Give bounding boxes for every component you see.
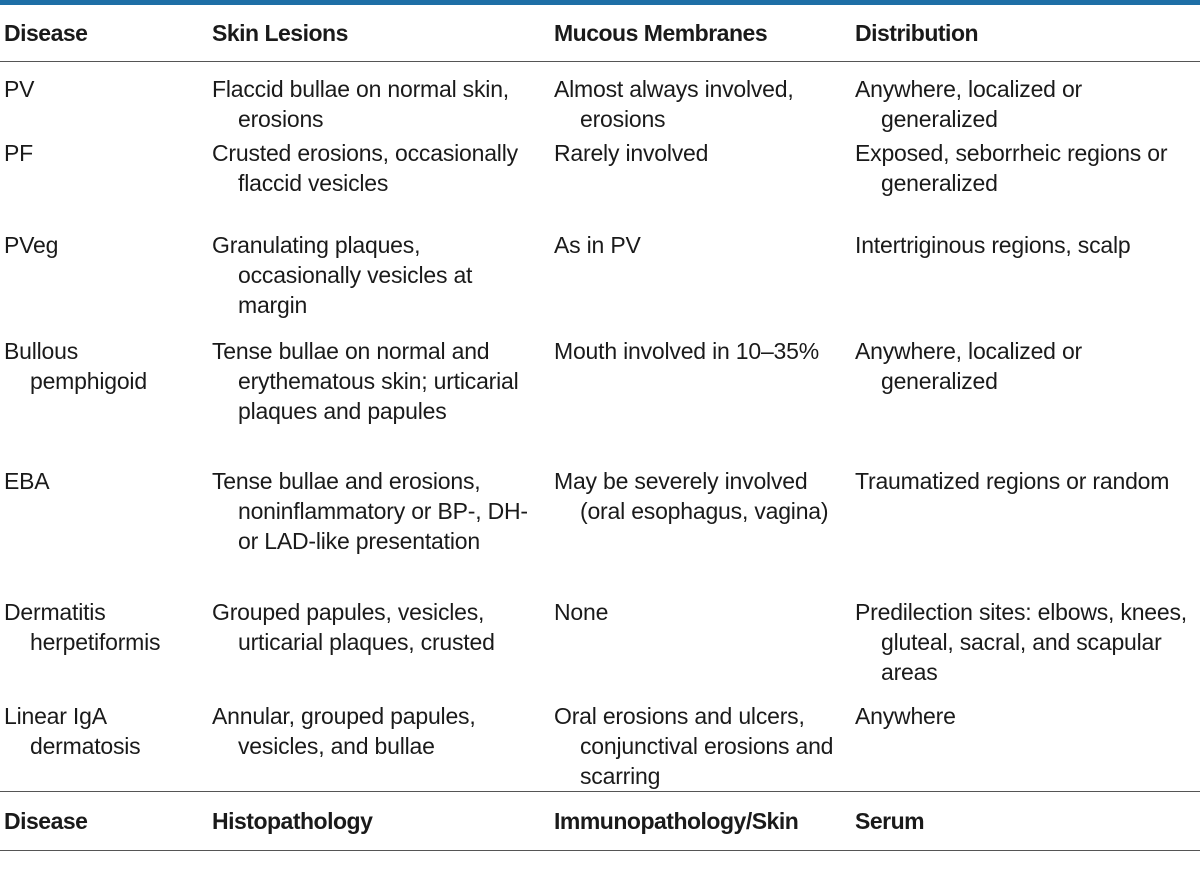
cell-distribution-text: Anywhere, localized or generalized	[855, 76, 1082, 132]
cell-mucous-text: Rarely involved	[554, 140, 709, 166]
cell-skin-lesions	[208, 687, 550, 792]
cell-mucous-text: May be severely involved (oral esophagus, vagina)	[554, 468, 829, 524]
cell-distribution-text: Intertriginous regions, scalp	[855, 232, 1131, 258]
cell-skin-lesions	[208, 62, 550, 135]
cell-distribution	[851, 687, 1200, 792]
cell-skin-text: Tense bullae on normal and erythematous skin; urticarial plaques and papules	[212, 338, 519, 424]
cell-mucous	[550, 62, 851, 135]
cell-mucous	[550, 687, 851, 792]
cell-disease	[0, 687, 208, 792]
cell-disease-text: Linear IgA dermatosis	[4, 703, 141, 759]
header-histopathology: Histopathology	[208, 792, 550, 851]
table-row	[0, 320, 1200, 451]
cell-distribution	[851, 451, 1200, 582]
cell-skin-lesions	[208, 582, 550, 687]
cell-disease	[0, 582, 208, 687]
second-header-row	[0, 792, 1200, 851]
cell-disease	[0, 134, 208, 214]
cell-mucous-text: As in PV	[554, 232, 641, 258]
cell-distribution-text: Anywhere, localized or generalized	[855, 338, 1082, 394]
header-immunopathology-skin: Immunopathology/Skin	[550, 792, 851, 851]
cell-mucous-text: Almost always involved, erosions	[554, 76, 794, 132]
cell-skin-text: Granulating plaques, occasionally vesicles at margin	[212, 232, 473, 318]
cell-disease-text: PF	[4, 140, 33, 166]
cell-distribution-text: Exposed, seborrheic regions or generalized	[855, 140, 1168, 196]
cell-distribution-text: Traumatized regions or random	[855, 468, 1170, 494]
table-row	[0, 62, 1200, 135]
header-skin-lesions: Skin Lesions	[208, 5, 550, 62]
cell-mucous	[550, 214, 851, 320]
cell-distribution	[851, 214, 1200, 320]
cell-distribution-text: Predilection sites: elbows, knees, gluteal, sacral, and scapular areas	[855, 599, 1187, 685]
cell-mucous	[550, 451, 851, 582]
cell-disease-text: EBA	[4, 468, 50, 494]
cell-mucous-text: None	[554, 599, 609, 625]
cell-distribution	[851, 582, 1200, 687]
cell-disease	[0, 320, 208, 451]
cell-disease-text: Dermatitis herpetiformis	[4, 599, 161, 655]
cell-mucous-text: Oral erosions and ulcers, conjunctival erosions and scarring	[554, 703, 834, 789]
cell-mucous	[550, 320, 851, 451]
header-serum: Serum	[851, 792, 1200, 851]
table-header-row	[0, 5, 1200, 62]
table-row	[0, 687, 1200, 792]
cell-disease-text: Bullous pemphigoid	[4, 338, 147, 394]
header-distribution: Distribution	[851, 5, 1200, 62]
cell-disease	[0, 214, 208, 320]
cell-mucous	[550, 582, 851, 687]
cell-disease	[0, 62, 208, 135]
cell-skin-text: Crusted erosions, occasionally flaccid vesicles	[212, 140, 518, 196]
cell-distribution	[851, 62, 1200, 135]
cell-skin-text: Tense bullae and erosions, noninflammatory or BP-, DH- or LAD-like presentation	[212, 468, 528, 554]
cell-skin-text: Grouped papules, vesicles, urticarial plaques, crusted	[212, 599, 495, 655]
cell-disease-text: PV	[4, 76, 35, 102]
cell-mucous-text: Mouth involved in 10–35%	[554, 338, 819, 364]
table-row	[0, 582, 1200, 687]
cell-distribution-text: Anywhere	[855, 703, 956, 729]
table-row	[0, 451, 1200, 582]
cell-mucous	[550, 134, 851, 214]
disease-comparison-table	[0, 5, 1200, 851]
header-disease-2: Disease	[0, 792, 208, 851]
header-mucous-membranes: Mucous Membranes	[550, 5, 851, 62]
cell-skin-text: Flaccid bullae on normal skin, erosions	[212, 76, 509, 132]
header-disease: Disease	[0, 5, 208, 62]
cell-distribution	[851, 320, 1200, 451]
cell-skin-text: Annular, grouped papules, vesicles, and bullae	[212, 703, 476, 759]
cell-disease-text: PVeg	[4, 232, 59, 258]
table-row	[0, 134, 1200, 214]
cell-skin-lesions	[208, 451, 550, 582]
cell-skin-lesions	[208, 214, 550, 320]
cell-disease	[0, 451, 208, 582]
cell-skin-lesions	[208, 320, 550, 451]
cell-skin-lesions	[208, 134, 550, 214]
cell-distribution	[851, 134, 1200, 214]
table-row	[0, 214, 1200, 320]
